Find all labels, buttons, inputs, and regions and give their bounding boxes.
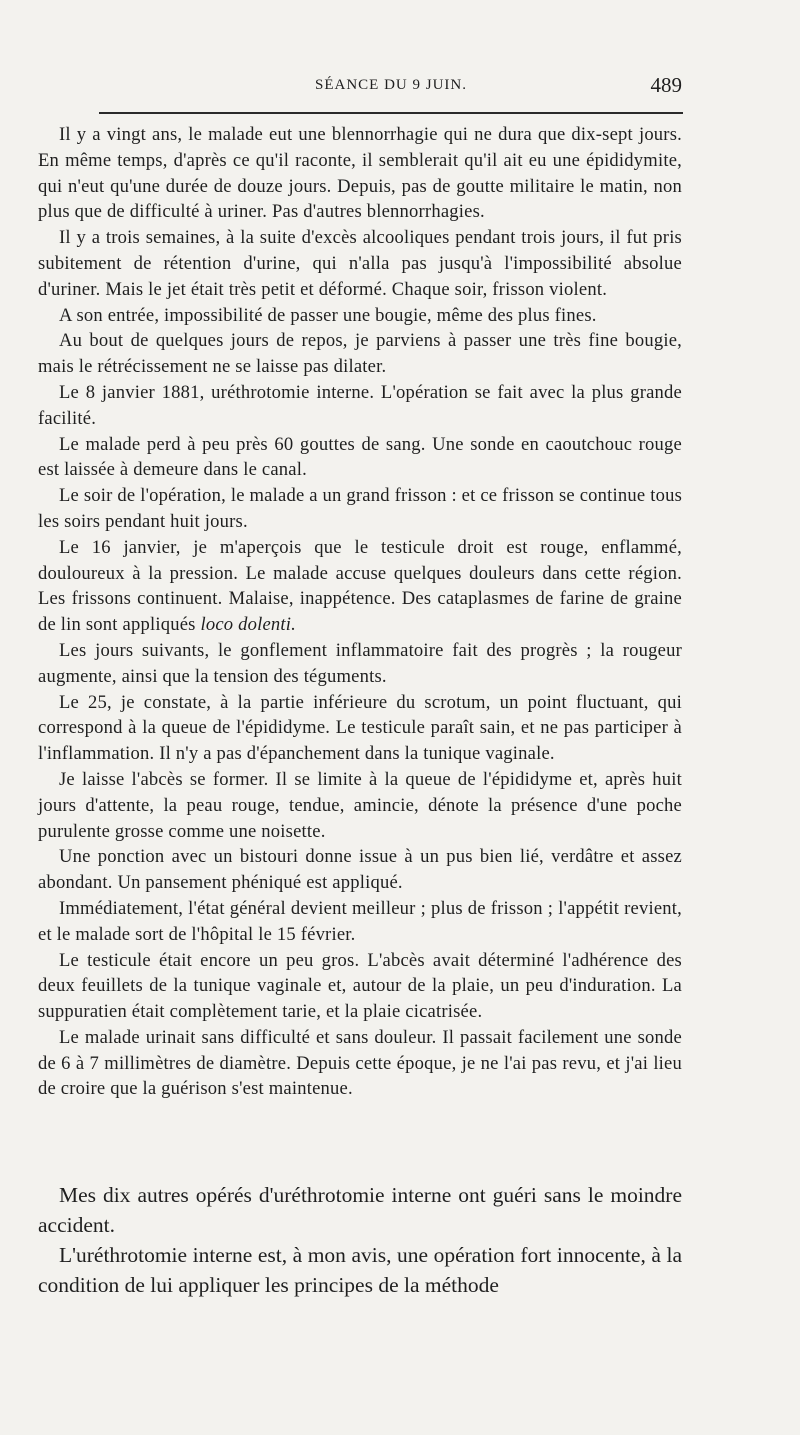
- case-report-text: [38, 122, 682, 1102]
- paragraph: A son entrée, impossibilité de passer une bougie, même des plus fines.: [59, 304, 597, 326]
- paragraph: Immédiatement, l'état général devient meilleur ; plus de frisson ; l'appétit revient, et le malade sort de l'hôpital le 15 février.: [38, 897, 682, 945]
- paragraph: Une ponction avec un bistouri donne issue à un pus bien lié, verdâtre et assez abondant. Un pansement phéniqué est appliqué.: [38, 846, 682, 894]
- paragraph: L'uréthrotomie interne est, à mon avis, une opération fort innocente, à la condition de lui appliquer les principes de la méthode: [38, 1243, 682, 1297]
- running-title: SÉANCE DU 9 JUIN.: [315, 77, 467, 93]
- paragraph: Le soir de l'opération, le malade a un grand frisson : et ce frisson se continue tous les soirs pendant huit jours.: [38, 485, 682, 532]
- paragraph: Le malade perd à peu près 60 gouttes de sang. Une sonde en caoutchouc rouge est laissée à demeure dans le canal.: [38, 433, 682, 481]
- paragraph: Le malade urinait sans difficulté et sans douleur. Il passait facilement une sonde de 6 à 7 millimètres de diamètre. Depuis cette époque, je ne l'ai pas revu, et j'ai lieu de croire que la guérison s'est maintenue.: [38, 1026, 682, 1100]
- paragraph: Le 25, je constate, à la partie inférieure du scrotum, un point fluctuant, qui correspond à la queue de l'épididyme. Le testicule paraît sain, et ne pas participer à l'inflammation. Il n'y a pas d'épanchement dans la tunique vaginale.: [38, 691, 682, 765]
- paragraph: Il y a trois semaines, à la suite d'excès alcooliques pendant trois jours, il fut pris subitement de rétention d'urine, qui n'alla pas jusqu'à l'impossibilité absolue d'uriner. Mais le jet était très petit et déformé. Chaque soir, frisson violent.: [38, 227, 682, 300]
- paragraph: Au bout de quelques jours de repos, je parviens à passer une très fine bougie, mais le rétrécissement ne se laisse pas dilater.: [38, 330, 682, 378]
- paragraph: Le 8 janvier 1881, uréthrotomie interne. L'opération se fait avec la plus grande facilité.: [38, 381, 682, 429]
- paragraph: Mes dix autres opérés d'uréthrotomie interne ont guéri sans le moindre accident.: [38, 1183, 682, 1237]
- page-number: 489: [650, 73, 682, 97]
- header-rule: [99, 112, 683, 114]
- paragraph: Il y a vingt ans, le malade eut une blennorrhagie qui ne dura que dix-sept jours. En même temps, d'après ce qu'il raconte, il semblerait qu'il ait eu une épididymite, qui n'eut qu'une durée de douze jours. Depuis, pas de goutte militaire le matin, non plus que de difficulté à uriner. Pas d'autres blennorrhagies.: [38, 124, 682, 223]
- paragraph: Les jours suivants, le gonflement inflammatoire fait des progrès ; la rougeur augmente, ainsi que la tension des téguments.: [38, 639, 682, 687]
- page-header: [100, 73, 682, 103]
- paragraph-text: Le 16 janvier, je m'aperçois que le testicule droit est rouge, enflammé, douloureux à la pression. Le malade accuse quelques douleurs dans cette région. Les frissons continuent. Malaise, inappétence. Des cataplasmes de farine de graine de lin sont appliqués: [38, 536, 682, 636]
- paragraph: [38, 535, 682, 638]
- conclusion-text: [38, 1180, 682, 1300]
- paragraph: Le testicule était encore un peu gros. L'abcès avait déterminé l'adhérence des deux feuillets de la tunique vaginale et, autour de la plaie, un peu d'induration. La suppuratien était complètement tarie, et la plaie cicatrisée.: [38, 949, 682, 1023]
- italic-phrase: loco dolenti.: [200, 614, 297, 636]
- paragraph: Je laisse l'abcès se former. Il se limite à la queue de l'épididyme et, après huit jours d'attente, la peau rouge, tendue, amincie, dénote la présence d'une poche purulente grosse comme une noisette.: [38, 768, 682, 842]
